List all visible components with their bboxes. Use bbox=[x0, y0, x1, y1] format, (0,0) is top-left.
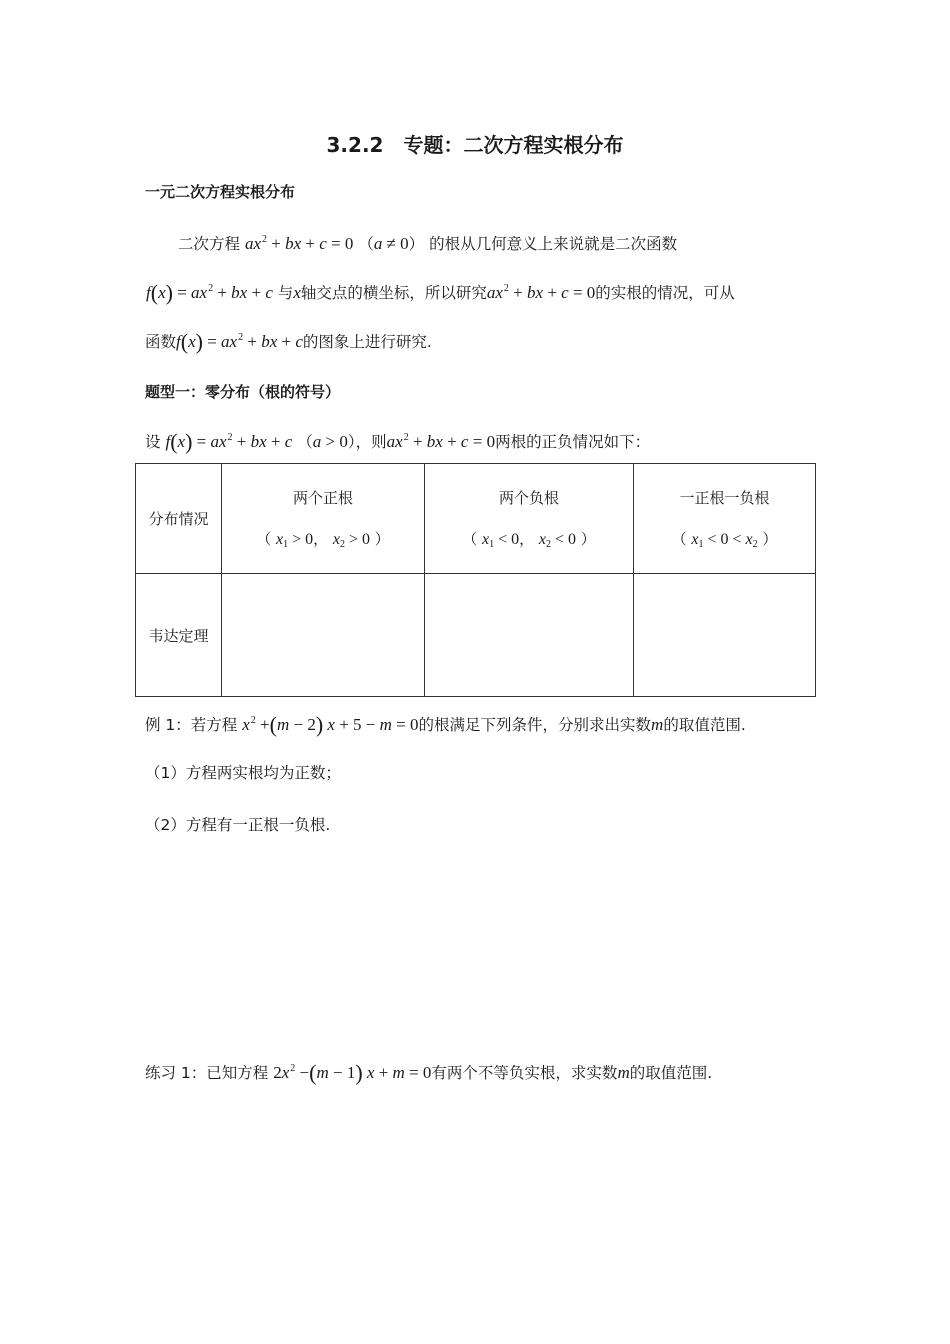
condition-a-nonzero: a ≠ 0 bbox=[373, 234, 409, 253]
intro-line-1: 二次方程 $ax^2$ + bx + c = 0 （a ≠ 0） 的根从几何意义上来说就是二次函数 bbox=[178, 234, 678, 253]
intro-line-2: $f(x) = ax^2$ + bx + c 与x轴交点的横坐标，所以研究$ax^2$ + bx + c = 0的实根的情况，可从 bbox=[146, 280, 735, 305]
example-1-q1: （1）方程两实根均为正数； bbox=[145, 764, 341, 782]
function-f: $f(x) = ax^2$ + bx + c bbox=[146, 280, 273, 305]
page-title: 3.2.2 专题：二次方程实根分布 bbox=[326, 133, 624, 157]
equation-quadratic: $ax^2$ + bx + c = 0 bbox=[244, 234, 354, 253]
practice-1: 练习 1：已知方程 $2x^2 -(m - 1) x + m = 0$有两个不等负实根，求实数m的取值范围. bbox=[145, 1060, 713, 1085]
table-row bbox=[136, 574, 816, 697]
cell-vieta-3 bbox=[634, 574, 816, 697]
type1-intro: 设 $f(x) = ax^2$ + bx + c （a > 0），则$ax^2$ + bx + c = 0两根的正负情况如下： bbox=[145, 429, 651, 454]
row-header-distribution: 分布情况 bbox=[136, 464, 222, 574]
example-1: 例 1：若方程 $x^2 +(m - 2) x + 5 - m = 0$的根满足下列条件，分别求出实数m的取值范围. bbox=[145, 712, 746, 737]
table-row bbox=[136, 464, 816, 574]
example-1-q2: （2）方程有一正根一负根. bbox=[145, 816, 331, 834]
cell-one-positive-one-negative: 一正根一负根 （ $x_1 < 0 < x_2$ ） bbox=[634, 464, 816, 574]
cell-vieta-1 bbox=[222, 574, 425, 697]
row-header-vieta: 韦达定理 bbox=[136, 574, 222, 697]
root-distribution-table bbox=[135, 463, 816, 697]
cell-vieta-2 bbox=[425, 574, 634, 697]
intro-line-3: 函数$f(x) = ax^2$ + bx + c的图象上进行研究. bbox=[145, 329, 432, 354]
function-f-2: $f(x) = ax^2$ + bx + c bbox=[176, 329, 303, 354]
type1-heading: 题型一：零分布（根的符号） bbox=[145, 383, 341, 401]
equation-quadratic-2: $ax^2$ + bx + c = 0 bbox=[486, 283, 596, 302]
cell-two-negative: 两个负根 （ $x_1 < 0$， $x_2 < 0$ ） bbox=[425, 464, 634, 574]
cell-two-positive: 两个正根 （ $x_1 > 0$， $x_2 > 0$ ） bbox=[222, 464, 425, 574]
section-heading: 一元二次方程实根分布 bbox=[145, 183, 296, 201]
